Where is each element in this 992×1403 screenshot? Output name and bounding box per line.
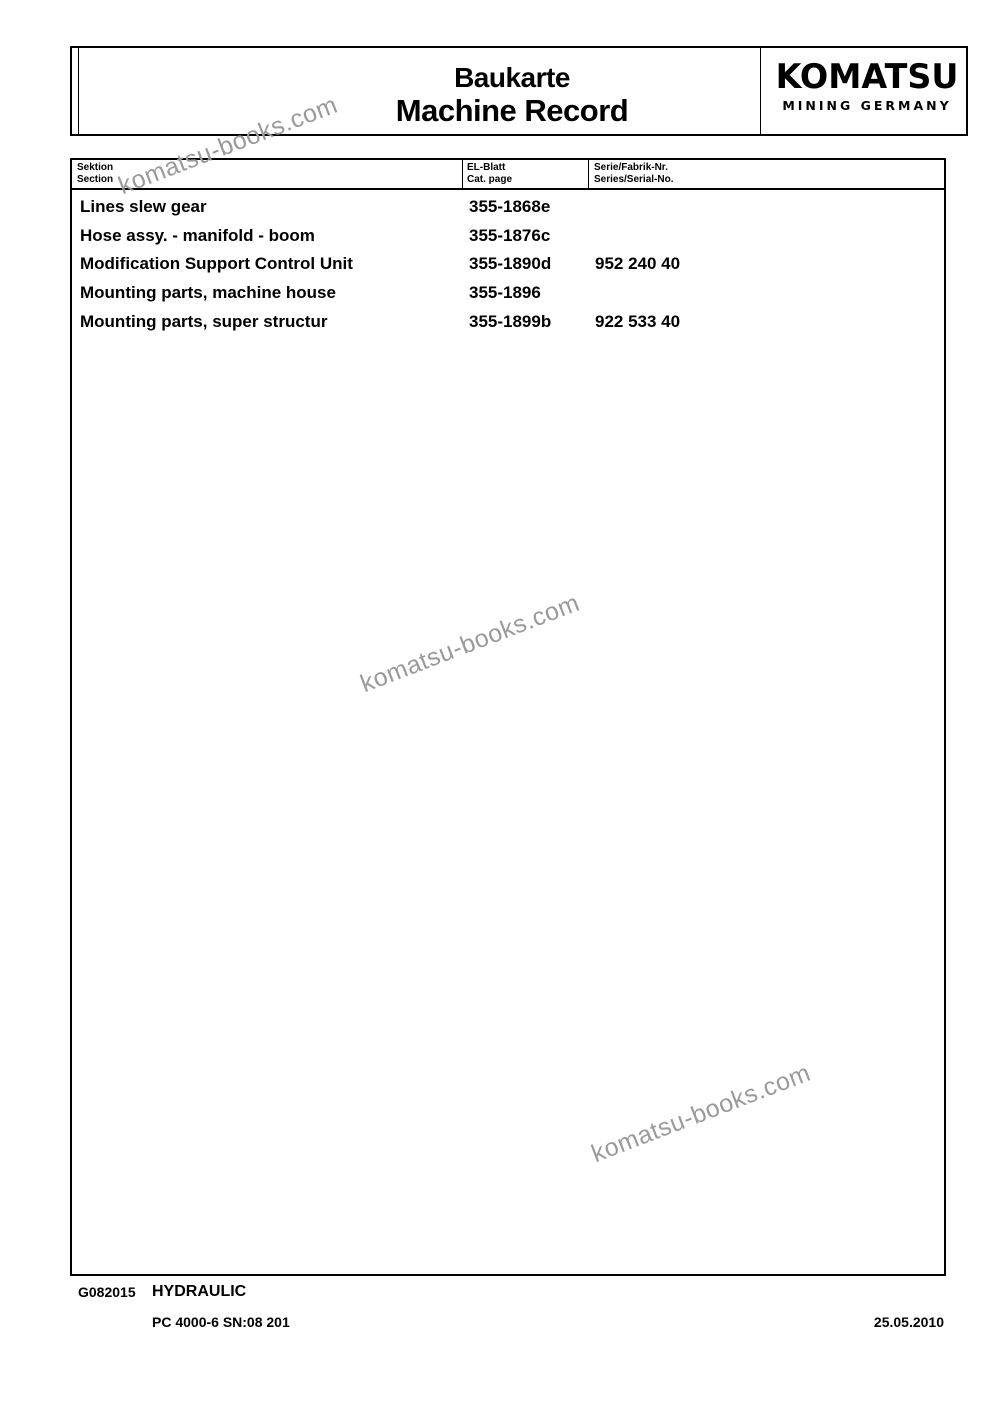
column-header-serial [588, 160, 788, 188]
table-row [72, 194, 944, 223]
logo-wordmark: KOMATSU [775, 57, 959, 97]
footer-model: PC 4000-6 SN:08 201 [152, 1314, 290, 1330]
header-inner-border [78, 48, 79, 134]
watermark: komatsu-books.com [587, 1058, 815, 1169]
watermark: komatsu-books.com [114, 90, 342, 201]
logo-subtitle: MINING GERMANY [782, 98, 952, 113]
footer-date: 25.05.2010 [873, 1314, 944, 1330]
row-cat-page: 355-1896 [469, 283, 541, 303]
column-header-section-de: Sektion [77, 162, 114, 173]
table-row [72, 223, 944, 252]
table-row [72, 309, 944, 338]
column-header-section-en: Section [77, 174, 114, 185]
row-section: Mounting parts, super structur [80, 311, 328, 331]
row-cat-page: 355-1899b [469, 311, 552, 331]
column-header-cat-page-de: EL-Blatt [467, 162, 506, 173]
header-frame [70, 46, 968, 136]
column-header-serial-de: Serie/Fabrik-Nr. [594, 162, 668, 173]
row-section: Mounting parts, machine house [80, 283, 336, 303]
column-header-cat-page-en: Cat. page [467, 174, 513, 185]
header-divider [760, 48, 761, 134]
footer-group: HYDRAULIC [152, 1283, 247, 1300]
document-title [312, 62, 712, 128]
row-cat-page: 355-1876c [469, 225, 551, 245]
row-section: Modification Support Control Unit [80, 254, 353, 274]
title-german: Baukarte [454, 62, 570, 93]
table-row [72, 280, 944, 309]
row-serial: 922 533 40 [595, 311, 681, 331]
row-section: Lines slew gear [80, 197, 207, 216]
row-cat-page: 355-1890d [469, 254, 552, 274]
column-header-serial-en: Series/Serial-No. [594, 174, 674, 185]
row-section: Hose assy. - manifold - boom [80, 225, 315, 245]
footer-code: G082015 [78, 1284, 136, 1300]
row-serial: 952 240 40 [595, 254, 681, 274]
komatsu-logo [772, 57, 962, 113]
column-header-cat-page [462, 160, 586, 188]
row-cat-page: 355-1868e [469, 197, 551, 216]
record-table [70, 158, 946, 1276]
table-body [72, 194, 944, 337]
watermark: komatsu-books.com [356, 588, 584, 699]
title-english: Machine Record [395, 93, 629, 128]
table-row [72, 251, 944, 280]
